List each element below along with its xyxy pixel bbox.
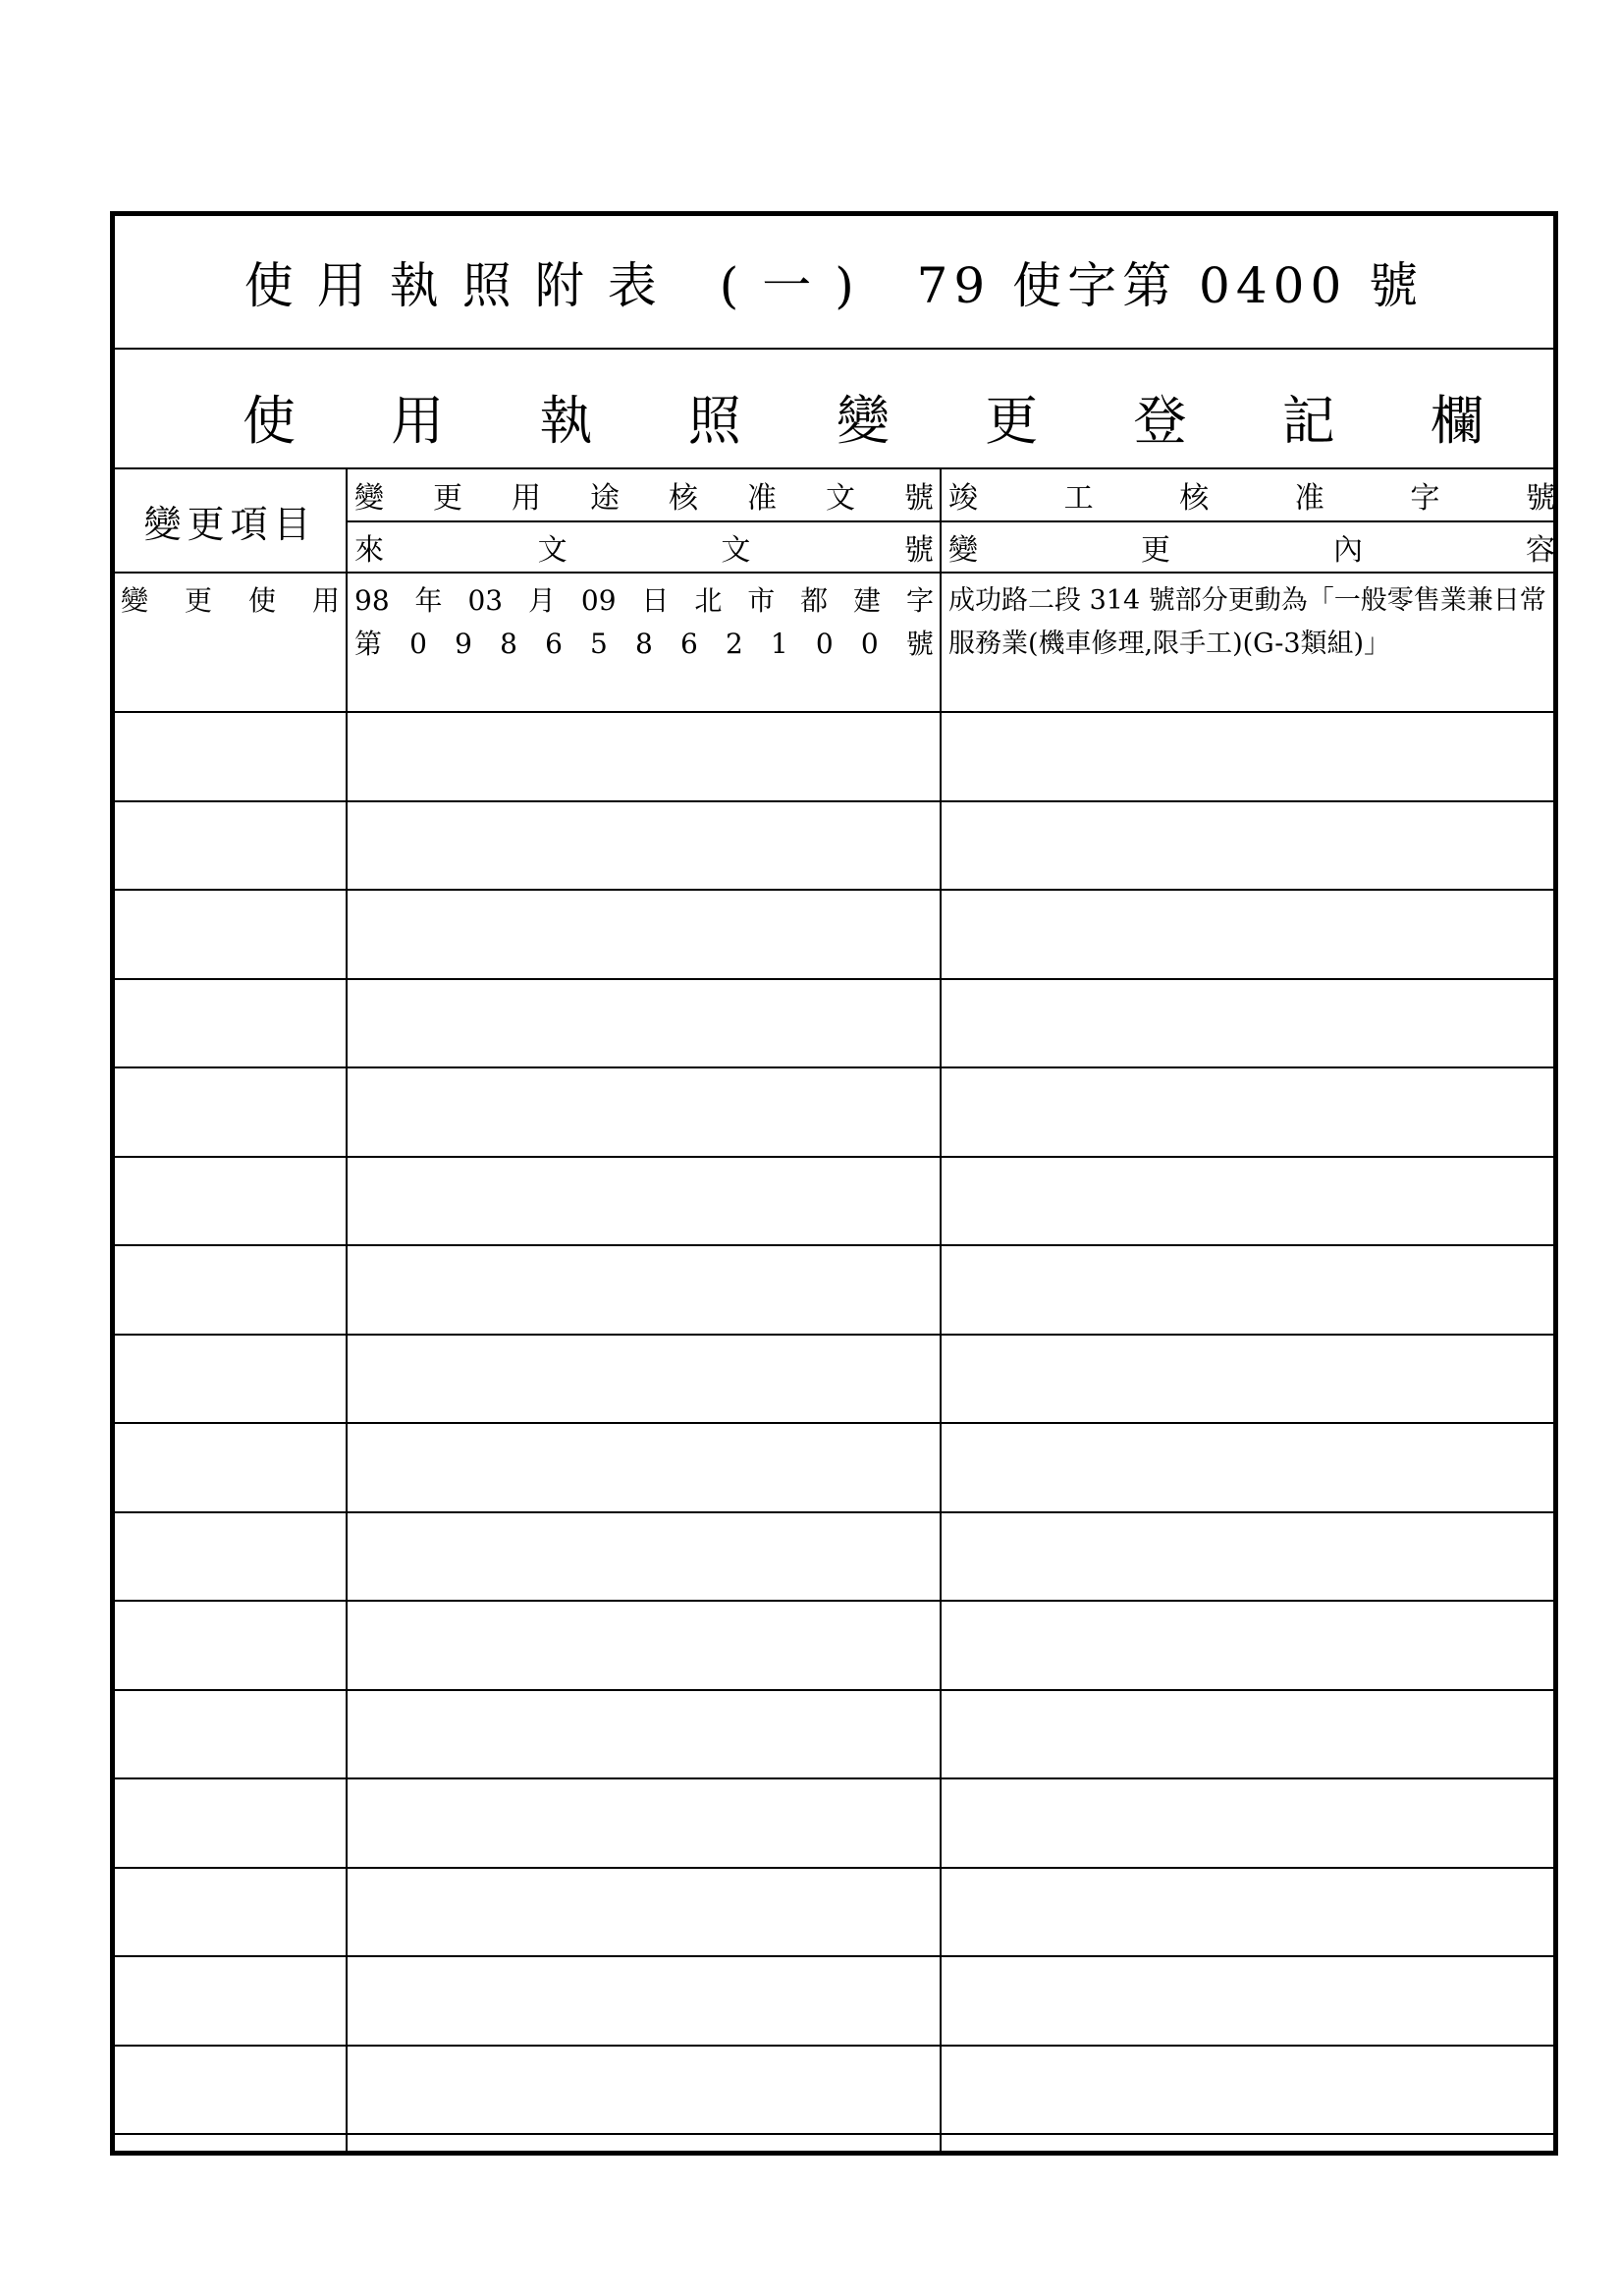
header-change-item: 變更項目 <box>143 502 317 546</box>
row-doc-line1 <box>354 579 934 623</box>
header-char: 來 <box>354 533 384 568</box>
form-subtitle-char: 執 <box>539 390 593 452</box>
form-title-paren: (一) <box>719 257 878 314</box>
row-incoming-doc <box>349 575 940 670</box>
row-doc-char: 0 <box>815 628 834 660</box>
row-doc-char: 6 <box>545 628 563 660</box>
header-char: 更 <box>1141 533 1170 568</box>
header-char: 工 <box>1063 481 1094 516</box>
row-doc-char: 98 <box>354 584 390 617</box>
row-divider <box>115 889 1553 891</box>
row-doc-line2 <box>354 623 934 666</box>
header-char: 字 <box>1410 481 1440 516</box>
header-char: 容 <box>1526 533 1555 568</box>
header-char: 准 <box>1294 481 1324 516</box>
form-subtitle-row <box>115 350 1553 469</box>
form-subtitle-char: 欄 <box>1431 390 1484 452</box>
column-divider <box>346 469 348 2151</box>
row-divider <box>115 800 1553 802</box>
row-doc-char: 0 <box>409 628 427 660</box>
row-doc-char: 月 <box>527 584 556 617</box>
row-doc-char: 北 <box>694 584 723 617</box>
row-doc-char: 6 <box>679 628 698 660</box>
row-doc-char: 都 <box>800 584 829 617</box>
header-char: 准 <box>747 481 777 516</box>
form-subtitle-char: 更 <box>985 390 1039 452</box>
row-divider <box>115 1334 1553 1336</box>
header-char: 號 <box>1525 481 1555 516</box>
row-item-char: 更 <box>184 584 212 617</box>
row-item-char: 變 <box>121 584 149 617</box>
row-divider <box>115 2133 1553 2135</box>
header-change-content <box>943 522 1561 572</box>
row-change-item <box>115 575 346 627</box>
form-subtitle-char: 登 <box>1133 390 1187 452</box>
row-doc-char: 日 <box>641 584 670 617</box>
row-doc-char: 09 <box>580 584 617 617</box>
header-char: 號 <box>904 481 934 516</box>
header-char: 用 <box>512 481 541 516</box>
header-char: 竣 <box>948 481 978 516</box>
row-doc-char: 1 <box>770 628 788 660</box>
permit-form <box>110 211 1558 2156</box>
row-divider <box>115 1156 1553 1158</box>
row-doc-char: 8 <box>635 628 653 660</box>
row-doc-char: 年 <box>414 584 443 617</box>
form-subtitle-char: 用 <box>391 390 445 452</box>
header-char: 號 <box>903 533 934 568</box>
row-item-char: 用 <box>311 584 340 617</box>
row-doc-char: 字 <box>905 584 934 617</box>
row-doc-char: 第 <box>354 628 383 660</box>
row-divider <box>115 978 1553 980</box>
row-divider <box>115 1689 1553 1691</box>
header-char: 途 <box>590 481 620 516</box>
row-doc-char: 號 <box>905 628 934 660</box>
form-subtitle-char: 變 <box>837 390 890 452</box>
header-char: 更 <box>433 481 462 516</box>
header-char: 變 <box>948 533 978 568</box>
row-doc-char: 建 <box>853 584 882 617</box>
header-char: 變 <box>354 481 384 516</box>
row-doc-char: 8 <box>500 628 517 660</box>
row-doc-char: 9 <box>455 628 472 660</box>
row-doc-char: 5 <box>590 628 608 660</box>
form-subtitle-char: 記 <box>1281 390 1335 452</box>
header-char: 文 <box>826 481 855 516</box>
row-divider <box>115 1600 1553 1602</box>
header-bottom-line <box>115 572 1553 574</box>
header-completion-no <box>943 469 1561 520</box>
row-doc-char: 2 <box>725 628 743 660</box>
row-divider <box>115 1777 1553 1779</box>
column-divider <box>940 469 942 2151</box>
row-divider <box>115 1511 1553 1513</box>
header-approval-doc-no <box>349 469 940 520</box>
row-divider <box>115 2045 1553 2047</box>
header-char: 文 <box>721 533 751 568</box>
form-title-row <box>115 216 1553 350</box>
row-divider <box>115 1066 1553 1068</box>
row-doc-char: 市 <box>747 584 776 617</box>
row-divider <box>115 1867 1553 1869</box>
row-divider <box>115 1422 1553 1424</box>
row-doc-char: 03 <box>467 584 504 617</box>
header-incoming-doc-no <box>349 522 940 572</box>
form-subtitle-char: 使 <box>243 390 296 452</box>
form-subtitle-char: 照 <box>687 390 741 452</box>
change-register-table <box>115 469 1553 2151</box>
row-change-content: 成功路二段 314 號部分更動為「一般零售業兼日常服務業(機車修理,限手工)(G-3類組)」 <box>948 585 1546 659</box>
header-char: 核 <box>669 481 698 516</box>
row-divider <box>115 1955 1553 1957</box>
header-char: 核 <box>1179 481 1210 516</box>
header-char: 內 <box>1333 533 1363 568</box>
header-char: 文 <box>537 533 567 568</box>
form-title <box>244 246 1424 317</box>
form-title-chars: 使用執照附表 <box>243 257 680 314</box>
row-divider <box>115 711 1553 713</box>
row-item-char: 使 <box>247 584 276 617</box>
form-title-number: 79 使字第 0400 號 <box>916 257 1425 314</box>
row-divider <box>115 1244 1553 1246</box>
row-doc-char: 0 <box>860 628 879 660</box>
